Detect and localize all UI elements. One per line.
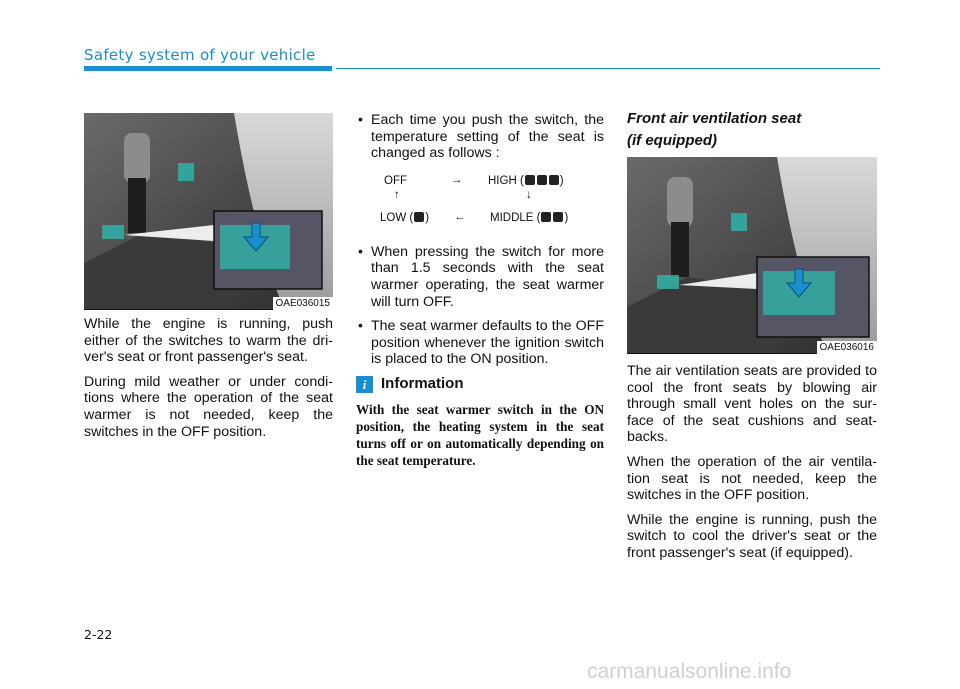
middle-column	[356, 112, 604, 469]
list-item: • The seat warmer defaults to the OFF position whenever the ignition switch is placed to the ON position.	[356, 318, 604, 368]
figure-seat-warmer-switches	[84, 113, 333, 310]
label-high: HIGH ( )	[488, 174, 564, 187]
paragraph: When the operation of the air ventila-tion seat is not needed, keep the switches in the OFF position.	[627, 453, 877, 504]
paragraph: While the engine is running, push the switch to cool the driver's seat or the front passenger's seat (if equipped).	[627, 511, 877, 561]
section-heading: Front air ventilation seat (if equipped)	[627, 110, 802, 149]
arrow-up-icon: ↑	[394, 188, 400, 201]
section-title: Safety system of your vehicle	[84, 46, 316, 64]
list-item: • When pressing the switch for more than 1.5 seconds with the seat warmer operating, the seat warmer will turn OFF.	[356, 244, 604, 310]
seat-heat-icon	[414, 212, 424, 222]
figure-code: OAE036015	[273, 297, 334, 310]
label-off: OFF	[384, 174, 407, 187]
page-number: 2-22	[84, 627, 113, 642]
console-photo-illustration	[627, 157, 877, 354]
figure-ventilation-switches	[627, 157, 877, 354]
right-column-text	[627, 363, 877, 570]
console-photo-illustration	[84, 113, 333, 310]
header-bar	[84, 66, 332, 71]
watermark: carmanualsonline.info	[587, 660, 792, 683]
temperature-cycle-diagram	[374, 170, 589, 230]
paragraph: While the engine is running, push either of the switches to warm the dri-ver's seat or front passenger's seat.	[84, 316, 333, 366]
figure-code: OAE036016	[817, 341, 878, 354]
arrow-right-icon: →	[451, 173, 463, 186]
information-heading	[356, 376, 604, 393]
paragraph: The air ventilation seats are provided to cool the front seats by blowing air through small vent holes on the sur-face of the seat cushions and seat-backs.	[627, 363, 877, 446]
left-column	[84, 316, 333, 448]
arrow-down-icon: ↓	[526, 188, 532, 201]
information-title: Information	[381, 375, 464, 393]
seat-heat-icon	[549, 175, 559, 185]
seat-heat-icon	[525, 175, 535, 185]
arrow-left-icon: ←	[454, 210, 466, 223]
label-low: LOW ( )	[380, 211, 430, 224]
paragraph: During mild weather or under condi-tions where the operation of the seat warmer is not needed, keep the switches in the OFF position.	[84, 373, 333, 440]
information-body: With the seat warmer switch in the ON position, the heating system in the seat turns off or on automatically depending on the seat temperature.	[356, 401, 604, 468]
right-column	[627, 108, 877, 160]
list-item: • Each time you push the switch, the temperature setting of the seat is changed as follows :	[356, 112, 604, 162]
header-rule	[336, 68, 880, 69]
label-middle: MIDDLE ( )	[490, 211, 569, 224]
seat-heat-icon	[537, 175, 547, 185]
info-icon: i	[356, 376, 373, 393]
seat-heat-icon	[553, 212, 563, 222]
seat-heat-icon	[541, 212, 551, 222]
